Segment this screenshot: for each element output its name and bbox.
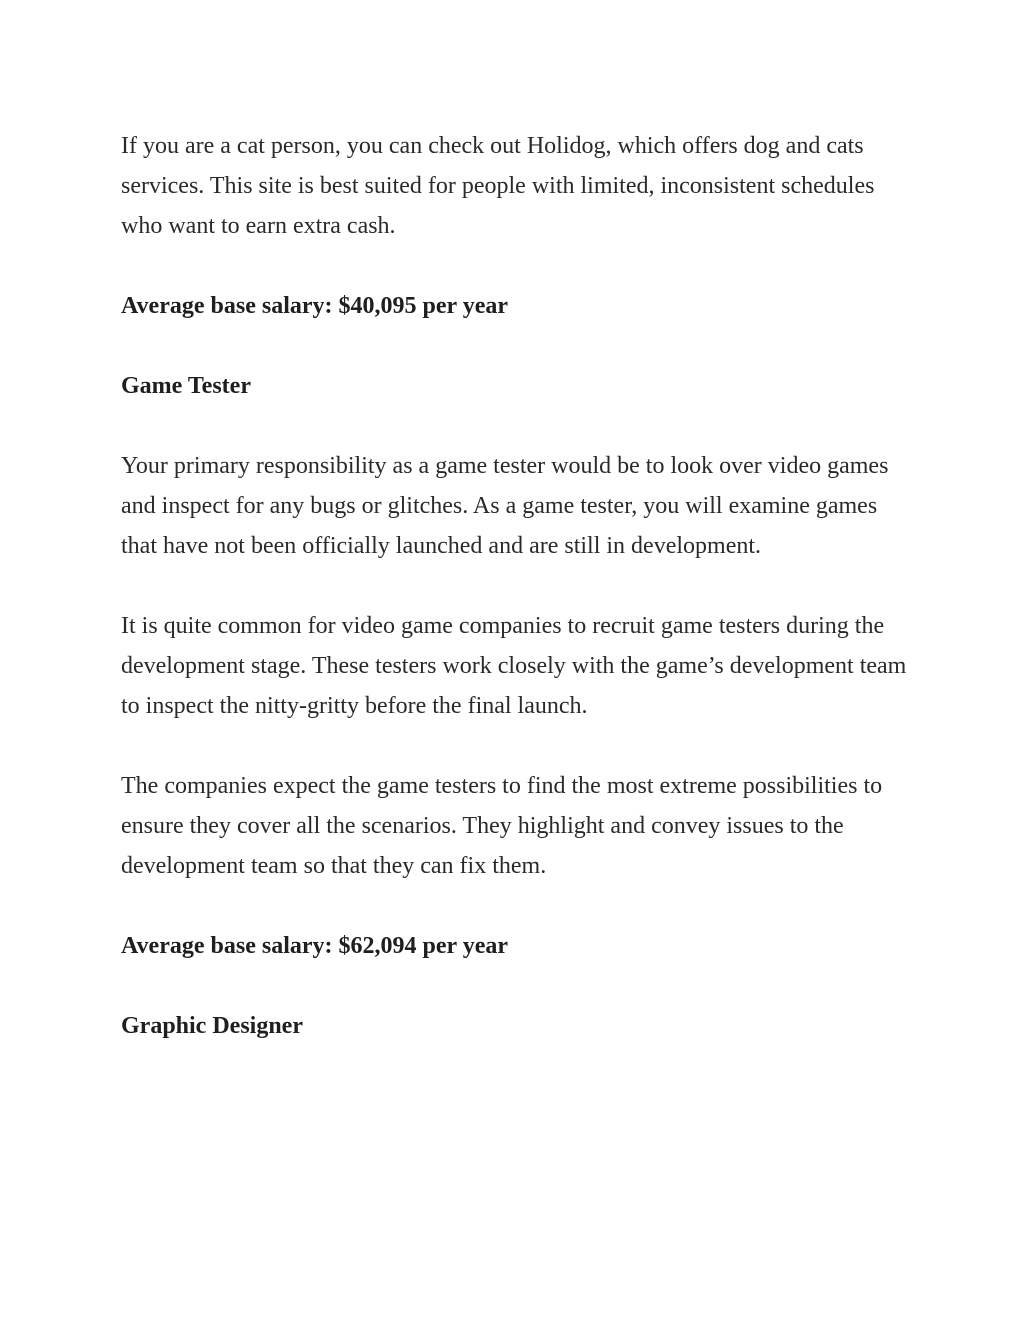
- article-body: [121, 126, 911, 1086]
- paragraph-game-tester-recruitment: It is quite common for video game companies to recruit game testers during the development stage. These testers work closely with the game’s development team to inspect the nitty-gritty before the final launch.: [121, 613, 907, 719]
- section-heading-graphic-designer: Graphic Designer: [121, 1013, 303, 1039]
- paragraph-holidog-intro: If you are a cat person, you can check out Holidog, which offers dog and cats services. This site is best suited for people with limited, inconsistent schedules who want to earn extra cash.: [121, 133, 875, 239]
- paragraph-game-tester-expectations: The companies expect the game testers to find the most extreme possibilities to ensure they cover all the scenarios. They highlight and convey issues to the development team so that they can fix them.: [121, 773, 883, 879]
- salary-line-pet-sitter: Average base salary: $40,095 per year: [121, 293, 509, 319]
- salary-line-game-tester: Average base salary: $62,094 per year: [121, 933, 509, 959]
- section-heading-game-tester: Game Tester: [121, 373, 251, 399]
- paragraph-game-tester-responsibility: Your primary responsibility as a game tester would be to look over video games and inspect for any bugs or glitches. As a game tester, you will examine games that have not been officially launched and are still in development.: [121, 453, 889, 559]
